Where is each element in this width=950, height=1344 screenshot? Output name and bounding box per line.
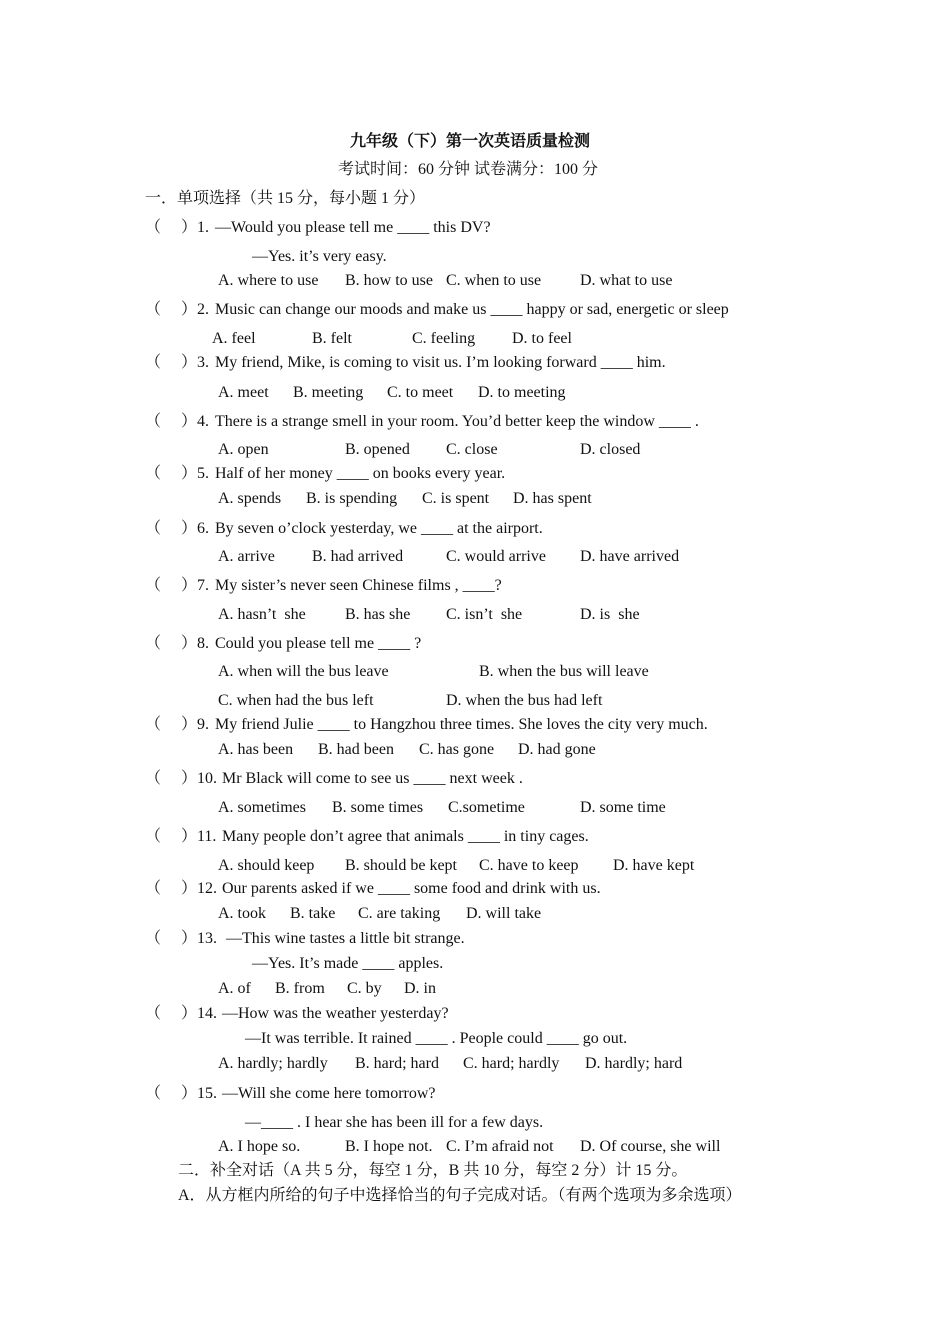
option-a: A. took xyxy=(218,905,266,922)
question-number: （ ）6. xyxy=(145,520,210,537)
option-c: C. would arrive xyxy=(446,548,546,565)
question-stem: —Will she come here tomorrow? xyxy=(222,1085,436,1102)
option-a: A. sometimes xyxy=(218,799,306,816)
option-c: C. feeling xyxy=(412,330,476,347)
option-c: C. close xyxy=(446,441,498,458)
option-a: A. feel xyxy=(212,330,256,347)
question-reply: —Yes. it’s very easy. xyxy=(252,248,387,265)
question-reply: —It was terrible. It rained ____ . People could ____ go out. xyxy=(245,1030,628,1047)
option-b: B. hard; hard xyxy=(355,1055,439,1072)
option-d: D. is she xyxy=(580,606,640,623)
option-b: B. is spending xyxy=(306,490,398,507)
question-stem: Half of her money ____ on books every year. xyxy=(215,465,506,482)
option-b: B. should be kept xyxy=(345,857,457,874)
option-b: B. opened xyxy=(345,441,410,458)
question-number: （ ）11. xyxy=(145,828,217,845)
option-b: B. from xyxy=(275,980,325,997)
question-stem: —How was the weather yesterday? xyxy=(222,1005,449,1022)
option-c: C. have to keep xyxy=(479,857,579,874)
question-number: （ ）14. xyxy=(145,1005,218,1022)
question-stem: —Would you please tell me ____ this DV? xyxy=(215,219,491,236)
option-c: C. are taking xyxy=(358,905,441,922)
option-c: C. is spent xyxy=(422,490,490,507)
option-c: C.sometime xyxy=(448,799,525,816)
question-number: （ ）10. xyxy=(145,770,218,787)
option-a: A. open xyxy=(218,441,269,458)
option-a: A. hardly; hardly xyxy=(218,1055,328,1072)
option-b: B. some times xyxy=(332,799,424,816)
option-d: D. what to use xyxy=(580,272,673,289)
option-d: D. had gone xyxy=(518,741,596,758)
option-c: C. when to use xyxy=(446,272,542,289)
question-stem: Many people don’t agree that animals ____ in tiny cages. xyxy=(222,828,589,845)
option-a: A. has been xyxy=(218,741,294,758)
option-d: D. closed xyxy=(580,441,641,458)
option-d: D. have arrived xyxy=(580,548,680,565)
option-d: D. in xyxy=(404,980,436,997)
option-a: A. should keep xyxy=(218,857,315,874)
question-number: （ ）4. xyxy=(145,413,210,430)
option-c: C. has gone xyxy=(419,741,495,758)
option-d: D. hardly; hard xyxy=(585,1055,683,1072)
option-a: A. of xyxy=(218,980,251,997)
option-b: B. how to use xyxy=(345,272,433,289)
question-number: （ ）15. xyxy=(145,1085,218,1102)
question-number: （ ）2. xyxy=(145,301,210,318)
option-d: D. to feel xyxy=(512,330,572,347)
option-c: C. by xyxy=(347,980,382,997)
question-stem: Music can change our moods and make us ____ happy or sad, energetic or sleep xyxy=(215,301,729,318)
option-d: D. Of course, she will xyxy=(580,1138,721,1155)
option-c: C. isn’t she xyxy=(446,606,523,623)
option-d: D. have kept xyxy=(613,857,695,874)
option-a: A. where to use xyxy=(218,272,319,289)
question-stem: My friend Julie ____ to Hangzhou three times. She loves the city very much. xyxy=(215,716,708,733)
question-number: （ ）5. xyxy=(145,465,210,482)
option-c: C. to meet xyxy=(387,384,454,401)
option-a: A. spends xyxy=(218,490,282,507)
option-b: B. has she xyxy=(345,606,411,623)
option-c: C. I’m afraid not xyxy=(446,1138,554,1155)
option-b: B. felt xyxy=(312,330,352,347)
question-number: （ ）3. xyxy=(145,354,210,371)
option-a: A. hasn’t she xyxy=(218,606,306,623)
question-stem: There is a strange smell in your room. You’d better keep the window ____ . xyxy=(215,413,699,430)
section-heading: 二．补全对话（A 共 5 分，每空 1 分，B 共 10 分，每空 2 分）计 15 分。 xyxy=(178,1162,688,1179)
option-c: C. when had the bus left xyxy=(218,692,374,709)
option-b: B. take xyxy=(290,905,336,922)
question-number: （ ）12. xyxy=(145,880,218,897)
option-d: D. to meeting xyxy=(478,384,566,401)
question-number: （ ）13. xyxy=(145,930,218,947)
instruction: A．从方框内所给的句子中选择恰当的句子完成对话。（有两个选项为多余选项） xyxy=(178,1187,742,1204)
question-number: （ ）8. xyxy=(145,635,210,652)
option-b: B. when the bus will leave xyxy=(479,663,649,680)
question-stem: Mr Black will come to see us ____ next week . xyxy=(222,770,523,787)
question-reply: —Yes. It’s made ____ apples. xyxy=(252,955,444,972)
section-heading: 一．单项选择（共 15 分，每小题 1 分） xyxy=(145,190,426,207)
question-stem: By seven o’clock yesterday, we ____ at the airport. xyxy=(215,520,543,537)
option-d: D. will take xyxy=(466,905,542,922)
option-b: B. had arrived xyxy=(312,548,404,565)
question-number: （ ）1. xyxy=(145,219,210,236)
question-stem: My friend, Mike, is coming to visit us. I’m looking forward ____ him. xyxy=(215,354,666,371)
option-b: B. had been xyxy=(318,741,394,758)
question-stem: Could you please tell me ____ ? xyxy=(215,635,422,652)
question-number: （ ）9. xyxy=(145,716,210,733)
option-b: B. I hope not. xyxy=(345,1138,433,1155)
question-stem: Our parents asked if we ____ some food and drink with us. xyxy=(222,880,601,897)
question-stem: —This wine tastes a little bit strange. xyxy=(222,930,465,947)
exam-info: 考试时间：60 分钟 试卷满分：100 分 xyxy=(338,161,599,178)
option-a: A. when will the bus leave xyxy=(218,663,389,680)
option-a: A. I hope so. xyxy=(218,1138,301,1155)
page-title: 九年级（下）第一次英语质量检测 xyxy=(350,133,591,150)
option-d: D. when the bus had left xyxy=(446,692,603,709)
option-c: C. hard; hardly xyxy=(463,1055,560,1072)
question-number: （ ）7. xyxy=(145,577,210,594)
option-b: B. meeting xyxy=(293,384,364,401)
option-a: A. meet xyxy=(218,384,269,401)
question-reply: —____ . I hear she has been ill for a few days. xyxy=(245,1114,544,1131)
option-a: A. arrive xyxy=(218,548,275,565)
question-stem: My sister’s never seen Chinese films , ____? xyxy=(215,577,502,594)
option-d: D. has spent xyxy=(513,490,592,507)
option-d: D. some time xyxy=(580,799,666,816)
